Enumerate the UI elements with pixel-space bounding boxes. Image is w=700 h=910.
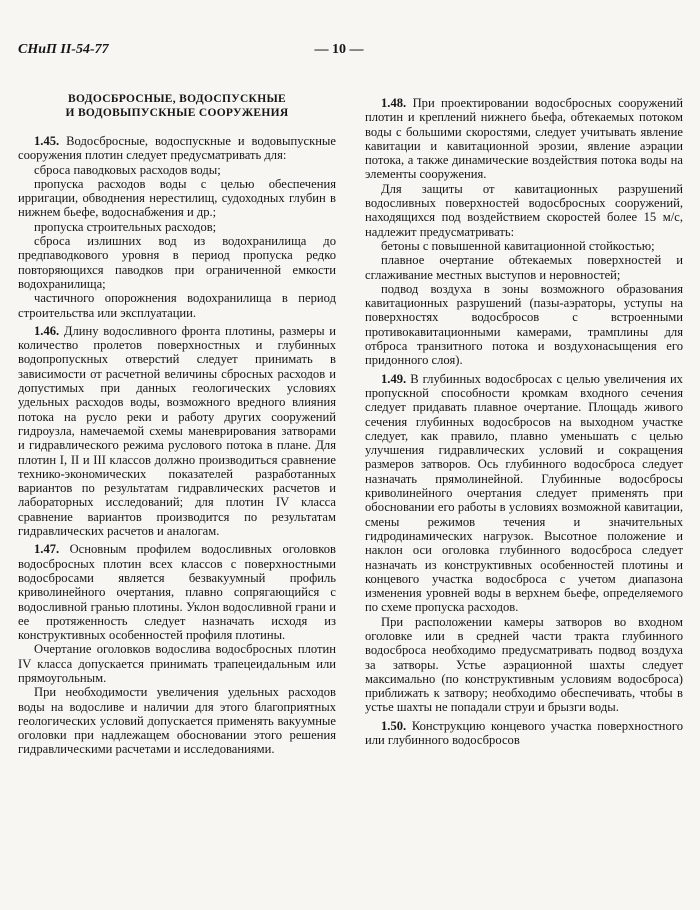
clause-number: 1.45. xyxy=(34,134,60,148)
clause-number: 1.47. xyxy=(34,542,60,557)
clause-number: 1.48. xyxy=(381,96,407,110)
paragraph xyxy=(18,134,336,163)
paragraph xyxy=(18,685,336,756)
paragraph-text: Основным профилем водосливных оголовков водосбросных плотин всех классов с поверхностными водосбросами является безвакуумный профиль криволинейного очертания, плавно сопрягающийся с водосливной гранью плотины. Уклон водосливной грани и ее протяженность следует назначать исходя из конструктивных особенностей профиля плотины. xyxy=(18,542,336,643)
clause-number: 1.49. xyxy=(381,371,407,386)
paragraph xyxy=(18,542,336,642)
left-paragraphs xyxy=(18,134,336,757)
paragraph-text: бетоны с повышенной кавитационной стойкостью; xyxy=(381,238,655,253)
paragraph xyxy=(365,719,683,748)
paragraph-text: При проектировании водосбросных сооружений плотин и креплений нижнего бьефа, обтекаемых потоком воды с большими скоростями, следует учитывать явление кавитации и кавитационной эрозии, явление аэрации потока, а также динамические воздействия потока воды на элементы сооружения. xyxy=(365,96,683,182)
section-title-line-2: И ВОДОВЫПУСКНЫЕ СООРУЖЕНИЯ xyxy=(65,107,289,119)
paragraph-text: При необходимости увеличения удельных расходов воды на водосливе и наличии для этого благоприятных геологических условий допускается применять вакуумные оголовки при надлежащем обосновании этого решения гидравлическими расчетами и исследованиями. xyxy=(18,685,336,757)
paragraph xyxy=(365,372,683,615)
paragraph xyxy=(365,253,683,282)
paragraph-text: Очертание оголовков водослива водосбросных плотин IV класса допускается принимать трапецеидальным или прямоугольным. xyxy=(18,642,336,685)
paragraph-text: плавное очертание обтекаемых поверхностей и сглаживание местных выступов и неровностей; xyxy=(365,253,683,282)
paragraph-text: сброса паводковых расходов воды; xyxy=(34,162,221,177)
paragraph xyxy=(365,182,683,239)
paragraph-text: При расположении камеры затворов во входном оголовке или в средней части тракта глубинного водосброса необходимо предусматривать подвод воздуха за затворы. Устье аэрационной шахты следует максимально (по конструктивным условиям водосброса) приближать к затвору; необходимо обеспечивать, чтобы в устье шахты не попадали струи и брызги воды. xyxy=(365,614,683,715)
paragraph-text: частичного опорожнения водохранилища в период строительства или эксплуатации. xyxy=(18,291,336,320)
paragraph xyxy=(365,282,683,368)
document-code: СНиП II-54-77 xyxy=(18,42,109,57)
paragraph-text: Водосбросные, водоспускные и водовыпускные сооружения плотин следует предусматривать для: xyxy=(18,134,336,163)
paragraph xyxy=(18,163,336,177)
paragraph-text: В глубинных водосбросах с целью увеличения их пропускной способности кромкам входного сечения следует придавать плавное очертание. Площадь живого сечения глубинных водосбросов на выходном участке следует, как правило, плавно уменьшать с целью улучшения гидравлических условий и сокращения размеров затворов. Ось глубинного водосброса следует назначать прямолинейной. Глубинные водосбросы криволинейного очертания следует применять при обосновании его работы в условиях возможной кавитации, смены режимов течения и значительных гидродинамических нагрузок. Высотное положение и наклон оси оголовка глубинного водосброса следует назначать из конструктивных особенностей плотины и концевого участка водосброса с учетом диапазона изменения уровней воды в верхнем бьефе, определяемого по схеме пропуска расходов. xyxy=(365,371,683,615)
paragraph-text: сброса излишних вод из водохранилища до предпаводкового уровня в период пропуска редко повторяющихся паводков при ограниченной емкости водохранилища; xyxy=(18,234,336,291)
paragraph xyxy=(18,324,336,538)
paragraph-text: Для защиты от кавитационных разрушений водосливных поверхностей водосбросных сооружений, находящихся под воздействием скоростей более 15 м/с, надлежит предусматривать: xyxy=(365,181,683,239)
section-title-line-1: ВОДОСБРОСНЫЕ, ВОДОСПУСКНЫЕ xyxy=(67,93,287,105)
paragraph-text: подвод воздуха в зоны возможного образования кавитационных разрушений (пазы-аэраторы, уступы на поверхностях водосбросов с встроенными противокавитационными камерами, трамплины для отброса транзитного потока и воздухонасыщения его придонного слоя). xyxy=(365,281,683,368)
right-column xyxy=(365,92,683,747)
paragraph-text: Длину водосливного фронта плотины, размеры и количество пролетов поверхностных и глубинных водопропускных отверстий следует принимать в зависимости от расчетной величины сбросных расходов и допустимых при данных геологических условиях удельных расходов воды, возможного вредного влияния потока на русло реки и работу других сооружений гидроузла, намечаемой схемы маневрирования затворами и гидравлического режима руслового потока в плане. Для плотин I, II и III классов должно производиться сравнение технико-экономических показателей разработанных вариантов по результатам гидравлических расчетов и лабораторных исследований; для плотин IV класса сравнение вариантов производится по результатам гидравлических расчетов и аналогам. xyxy=(18,323,336,539)
left-column xyxy=(18,92,336,757)
paragraph xyxy=(365,239,683,253)
section-title xyxy=(18,92,336,120)
paragraph xyxy=(18,177,336,220)
clause-number: 1.50. xyxy=(381,718,407,733)
paragraph xyxy=(18,642,336,685)
paragraph xyxy=(18,220,336,234)
page-number: — 10 — xyxy=(314,42,364,57)
paragraph xyxy=(365,615,683,715)
clause-number: 1.46. xyxy=(34,323,60,338)
paragraph-text: пропуска расходов воды с целью обеспечения ирригации, обводнения нерестилищ, судоходных глубин в нижнем бьефе, водоснабжения и др.; xyxy=(18,176,336,220)
paragraph-text: пропуска строительных расходов; xyxy=(34,219,217,234)
paragraph xyxy=(18,291,336,320)
paragraph xyxy=(365,96,683,182)
paragraph xyxy=(18,234,336,291)
right-paragraphs xyxy=(365,96,683,747)
paragraph-text: Конструкцию концевого участка поверхностного или глубинного водосбросов xyxy=(365,718,683,748)
page-header xyxy=(18,42,660,64)
